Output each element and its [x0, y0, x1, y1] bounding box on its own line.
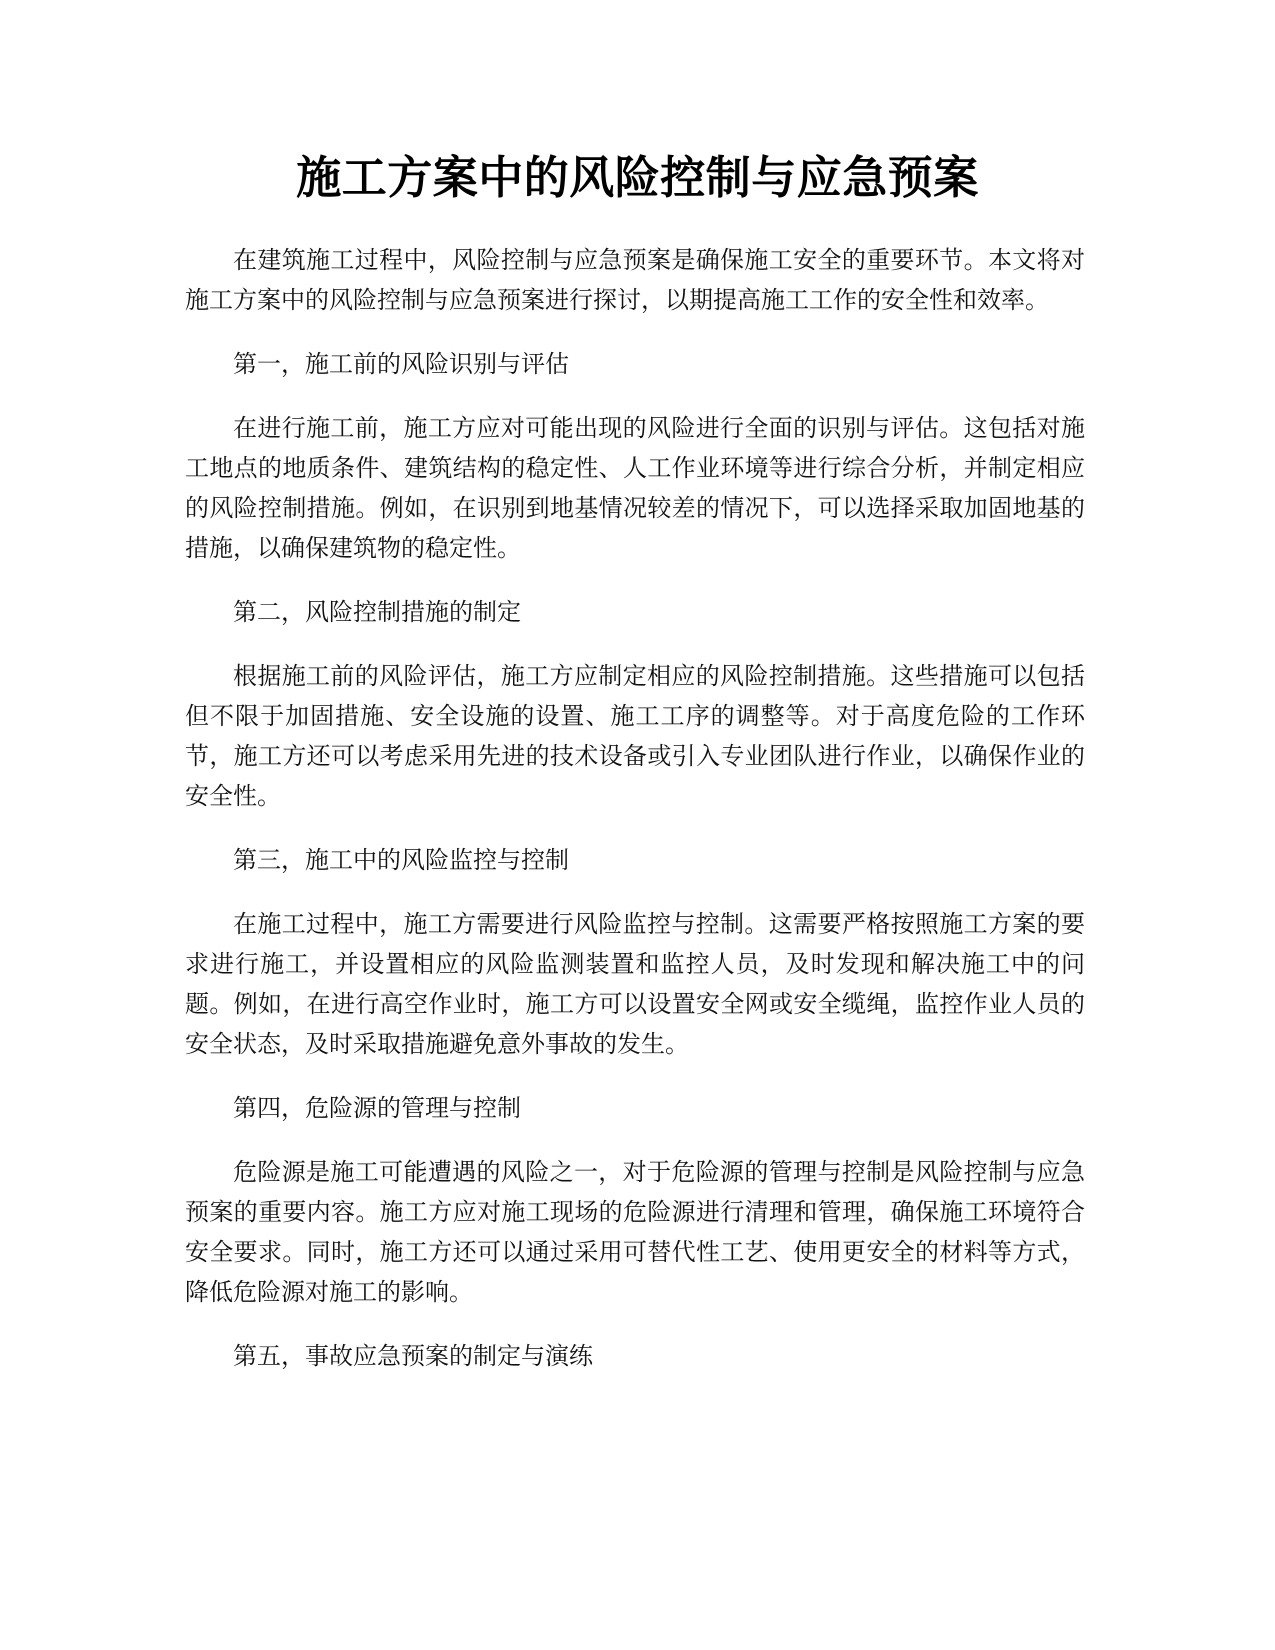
section-paragraph-2: 根据施工前的风险评估，施工方应制定相应的风险控制措施。这些措施可以包括但不限于加固措施、安全设施的设置、施工工序的调整等。对于高度危险的工作环节，施工方还可以考虑采用先进的技术设备或引入专业团队进行作业，以确保作业的安全性。 — [185, 662, 1085, 810]
section-heading-1: 第一，施工前的风险识别与评估 — [233, 350, 569, 378]
section-heading-3: 第三，施工中的风险监控与控制 — [233, 846, 569, 874]
section-heading-5: 第五，事故应急预案的制定与演练 — [233, 1342, 593, 1370]
section-heading-4: 第四，危险源的管理与控制 — [233, 1094, 521, 1122]
document-title: 施工方案中的风险控制与应急预案 — [296, 151, 979, 204]
document-body — [185, 240, 1085, 1400]
section-paragraph-4: 危险源是施工可能遭遇的风险之一，对于危险源的管理与控制是风险控制与应急预案的重要内容。施工方应对施工现场的危险源进行清理和管理，确保施工环境符合安全要求。同时，施工方还可以通过采用可替代性工艺、使用更安全的材料等方式，降低危险源对施工的影响。 — [185, 1158, 1085, 1306]
intro-paragraph: 在建筑施工过程中，风险控制与应急预案是确保施工安全的重要环节。本文将对施工方案中的风险控制与应急预案进行探讨，以期提高施工工作的安全性和效率。 — [185, 246, 1085, 314]
section-heading-2: 第二，风险控制措施的制定 — [233, 598, 521, 626]
section-paragraph-1: 在进行施工前，施工方应对可能出现的风险进行全面的识别与评估。这包括对施工地点的地质条件、建筑结构的稳定性、人工作业环境等进行综合分析，并制定相应的风险控制措施。例如，在识别到地基情况较差的情况下，可以选择采取加固地基的措施，以确保建筑物的稳定性。 — [185, 414, 1085, 562]
section-paragraph-3: 在施工过程中，施工方需要进行风险监控与控制。这需要严格按照施工方案的要求进行施工，并设置相应的风险监测装置和监控人员，及时发现和解决施工中的问题。例如，在进行高空作业时，施工方可以设置安全网或安全缆绳，监控作业人员的安全状态，及时采取措施避免意外事故的发生。 — [185, 910, 1085, 1058]
